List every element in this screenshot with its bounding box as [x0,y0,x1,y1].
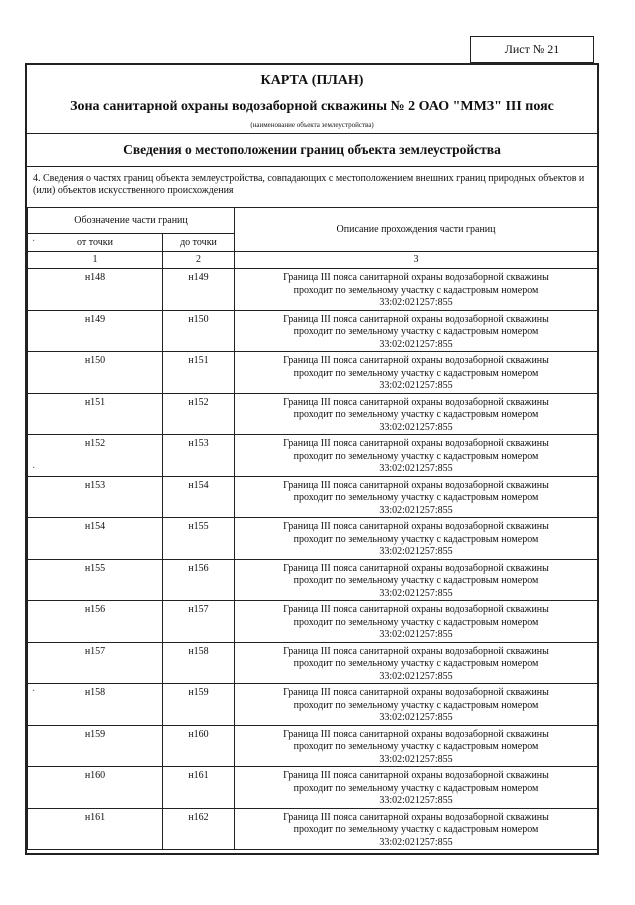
description-line: 33:02:021257:855 [379,380,453,391]
to-point-cell: н158 [163,642,235,684]
table-row [28,559,598,601]
description-line: проходит по земельному участку с кадастровым номером [293,575,539,586]
table-row [28,767,598,809]
from-point-cell: н154 [28,518,163,560]
to-point-cell: н156 [163,559,235,601]
to-point-cell: н151 [163,352,235,394]
document-frame [25,63,599,855]
description-line: Граница III пояса санитарной охраны водозаборной скважины [283,811,549,823]
from-point-cell: н160 [28,767,163,809]
table-row [28,808,598,850]
description-line: Граница III пояса санитарной охраны водозаборной скважины [283,770,549,781]
margin-mark: · [32,463,36,474]
from-point-cell: н152 [28,435,163,477]
table-header-row [28,208,598,234]
to-point-cell: н160 [163,725,235,767]
description-line: проходит по земельному участку с кадастровым номером [293,616,539,628]
table-row [28,269,598,311]
to-point-cell: н155 [163,518,235,560]
table-row [28,642,598,684]
description-line: Граница III пояса санитарной охраны водозаборной скважины [283,479,549,491]
description-line: 33:02:021257:855 [379,795,453,806]
description-cell [235,435,598,477]
description-line: Граница III пояса санитарной охраны водозаборной скважины [283,396,549,408]
group-header: Обозначение части границ [28,208,235,234]
description-line: Граница III пояса санитарной охраны водозаборной скважины [283,438,549,449]
description-line: проходит по земельному участку с кадастровым номером [293,326,539,337]
table-body [28,208,598,850]
column-number: 2 [163,252,235,269]
divider [27,133,597,134]
column-number: 3 [235,252,598,269]
description-line: Граница III пояса санитарной охраны водозаборной скважины [283,521,549,532]
to-point-cell: н157 [163,601,235,643]
to-point-header: до точки [163,234,235,252]
description-line: Граница III пояса санитарной охраны водозаборной скважины [283,313,549,325]
table-row [28,435,598,477]
description-line: Граница III пояса санитарной охраны водозаборной скважины [283,272,549,283]
description-cell [235,684,598,726]
description-line: 33:02:021257:855 [379,463,453,474]
description-header: Описание прохождения части границ [235,208,598,252]
from-point-cell: н150 [28,352,163,394]
divider [27,166,597,167]
intro-text: 4. Сведения о частях границ объекта землеустройства, совпадающих с местоположением внешних границ природных объектов и (или) объектов искусственного происхождения [33,173,585,196]
from-point-cell: н151 [28,393,163,435]
margin-mark: · [32,686,36,697]
from-point-cell: н156 [28,601,163,643]
description-line: Граница III пояса санитарной охраны водозаборной скважины [283,645,549,657]
description-line: 33:02:021257:855 [379,297,453,308]
document-title: КАРТА (ПЛАН) [260,73,364,88]
from-point-cell: н155 [28,559,163,601]
table-row [28,393,598,435]
from-point-cell: н148 [28,269,163,311]
description-line: Граница III пояса санитарной охраны водозаборной скважины [283,728,549,740]
description-line: 33:02:021257:855 [379,546,453,557]
boundary-table [27,207,598,850]
description-cell [235,725,598,767]
description-line: проходит по земельному участку с кадастровым номером [293,450,539,462]
to-point-cell: н159 [163,684,235,726]
description-cell [235,476,598,518]
from-point-cell: н153 [28,476,163,518]
description-line: Граница III пояса санитарной охраны водозаборной скважины [283,562,549,574]
description-line: проходит по земельному участку с кадастровым номером [293,533,539,545]
description-line: проходит по земельному участку с кадастровым номером [293,367,539,379]
description-line: Граница III пояса санитарной охраны водозаборной скважины [283,687,549,698]
description-cell [235,310,598,352]
description-line: 33:02:021257:855 [379,629,453,640]
table-row [28,310,598,352]
subtitle-note: (наименование объекта землеустройства) [250,121,374,129]
to-point-cell: н152 [163,393,235,435]
description-line: 33:02:021257:855 [379,712,453,723]
description-line: 33:02:021257:855 [379,338,453,350]
margin-mark: · [32,236,36,247]
table-row [28,352,598,394]
description-line: 33:02:021257:855 [379,421,453,433]
document-subtitle: Зона санитарной охраны водозаборной скважины № 2 ОАО "ММЗ" III пояс [70,99,554,114]
description-line: 33:02:021257:855 [379,753,453,765]
table-row [28,684,598,726]
description-line: 33:02:021257:855 [379,670,453,682]
description-cell [235,269,598,311]
description-line: 33:02:021257:855 [379,587,453,599]
section-title: Сведения о местоположении границ объекта землеустройства [123,142,501,157]
description-cell [235,352,598,394]
from-point-cell: н149 [28,310,163,352]
description-line: Граница III пояса санитарной охраны водозаборной скважины [283,355,549,366]
column-number-row [28,252,598,269]
description-line: проходит по земельному участку с кадастровым номером [293,782,539,794]
sheet-number-box [470,36,594,63]
table-row [28,725,598,767]
description-cell [235,518,598,560]
to-point-cell: н154 [163,476,235,518]
to-point-cell: н150 [163,310,235,352]
description-line: проходит по земельному участку с кадастровым номером [293,658,539,669]
description-cell [235,642,598,684]
to-point-cell: н162 [163,808,235,850]
description-line: проходит по земельному участку с кадастровым номером [293,409,539,420]
description-line: 33:02:021257:855 [379,504,453,516]
description-line: проходит по земельному участку с кадастровым номером [293,824,539,835]
table-row [28,518,598,560]
description-line: проходит по земельному участку с кадастровым номером [293,492,539,503]
table-row [28,476,598,518]
description-line: проходит по земельному участку с кадастровым номером [293,284,539,296]
sheet-number: Лист № 21 [504,42,560,56]
description-line: 33:02:021257:855 [379,836,453,848]
to-point-cell: н161 [163,767,235,809]
to-point-cell: н149 [163,269,235,311]
from-point-cell: н159 [28,725,163,767]
description-line: проходит по земельному участку с кадастровым номером [293,699,539,711]
table-row [28,601,598,643]
description-cell [235,393,598,435]
description-cell [235,601,598,643]
from-point-header: от точки [28,234,163,252]
to-point-cell: н153 [163,435,235,477]
description-cell [235,559,598,601]
from-point-cell: н158 [28,684,163,726]
from-point-cell: н161 [28,808,163,850]
column-number: 1 [28,252,163,269]
description-line: проходит по земельному участку с кадастровым номером [293,741,539,752]
description-line: Граница III пояса санитарной охраны водозаборной скважины [283,604,549,615]
description-cell [235,808,598,850]
from-point-cell: н157 [28,642,163,684]
description-cell [235,767,598,809]
